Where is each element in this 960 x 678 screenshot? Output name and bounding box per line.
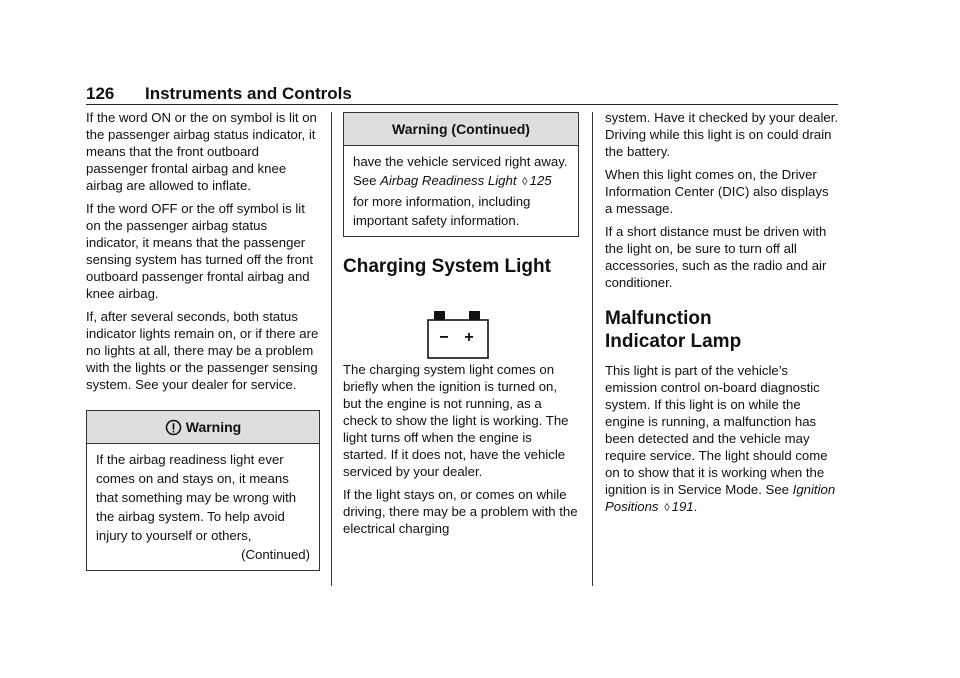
warning-text: If the airbag readiness light ever comes on and stays on, it means that something may be wrong with the airbag system. To help avoid injury to yourself or others, <box>96 452 297 543</box>
paragraph: The charging system light comes on briefly when the ignition is turned on, but the engine is not running, as a check to show the light is working. The light turns off when the engine is started. If it does not, have the vehicle serviced by your dealer. <box>343 362 569 479</box>
paragraph: If the word ON or the on symbol is lit on the passenger airbag status indicator, it means that the front outboard passenger frontal airbag and knee airbag are allowed to inflate. <box>86 110 317 193</box>
warning-text: for more information, including important safety information. <box>353 194 531 228</box>
warning-box <box>86 410 320 571</box>
page-reference-icon: ◊ <box>522 176 528 188</box>
cross-reference-link[interactable]: Ignition Positions <box>605 482 836 514</box>
cross-reference-link[interactable]: Airbag Readiness Light <box>380 173 517 188</box>
paragraph: If, after several seconds, both status indicator lights remain on, or if there are no lights at all, there may be a problem with the lights or the passenger sensing system. See your dealer for service. <box>86 309 319 392</box>
warning-text: have the vehicle serviced right away. See <box>353 154 568 188</box>
column-divider <box>592 112 593 586</box>
warning-header: Warning (Continued) <box>344 113 578 146</box>
section-heading <box>605 307 839 353</box>
warning-title: Warning <box>185 418 242 435</box>
paragraph: system. Have it checked by your dealer. Driving while this light is on could drain the battery. <box>605 110 839 159</box>
heading-line: Indicator Lamp <box>605 331 742 352</box>
warning-body <box>87 444 319 570</box>
section-heading: Charging System Light <box>343 256 551 277</box>
paragraph: When this light comes on, the Driver Information Center (DIC) also displays a message. <box>605 167 829 216</box>
paragraph-text: . <box>693 499 698 514</box>
column-3 <box>605 109 839 523</box>
battery-icon <box>427 311 491 361</box>
page-header <box>86 82 838 105</box>
reference-page-number[interactable]: 125 <box>529 173 552 188</box>
section-title: Instruments and Controls <box>145 84 352 103</box>
page-number: 126 <box>86 84 115 103</box>
column-2 <box>343 112 579 543</box>
column-1 <box>86 109 322 571</box>
heading-line: Malfunction <box>605 308 712 329</box>
page-reference-icon: ◊ <box>664 502 670 514</box>
warning-body <box>344 146 578 236</box>
warning-header <box>87 411 319 444</box>
continued-label: (Continued) <box>241 547 310 562</box>
paragraph <box>605 362 839 517</box>
paragraph: If the light stays on, or comes on while driving, there may be a problem with the electrical charging <box>343 487 578 536</box>
paragraph: If the word OFF or the off symbol is lit on the passenger airbag status indicator, it means that the passenger sensing system has turned off the front outboard passenger frontal airbag and knee airbag. <box>86 201 314 301</box>
warning-continued-box <box>343 112 579 237</box>
paragraph-text: This light is part of the vehicle’s emission control on-board diagnostic system. If this light is on while the engine is running, a malfunction has been detected and the vehicle may require service. The light should come on to show that it is working when the ignition is in Service Mode. See <box>605 363 828 497</box>
warning-icon <box>165 419 182 436</box>
paragraph: If a short distance must be driven with the light on, be sure to turn off all accessories, such as the radio and air conditioner. <box>605 224 827 290</box>
reference-page-number[interactable]: 191 <box>671 499 694 514</box>
column-divider <box>331 112 332 586</box>
